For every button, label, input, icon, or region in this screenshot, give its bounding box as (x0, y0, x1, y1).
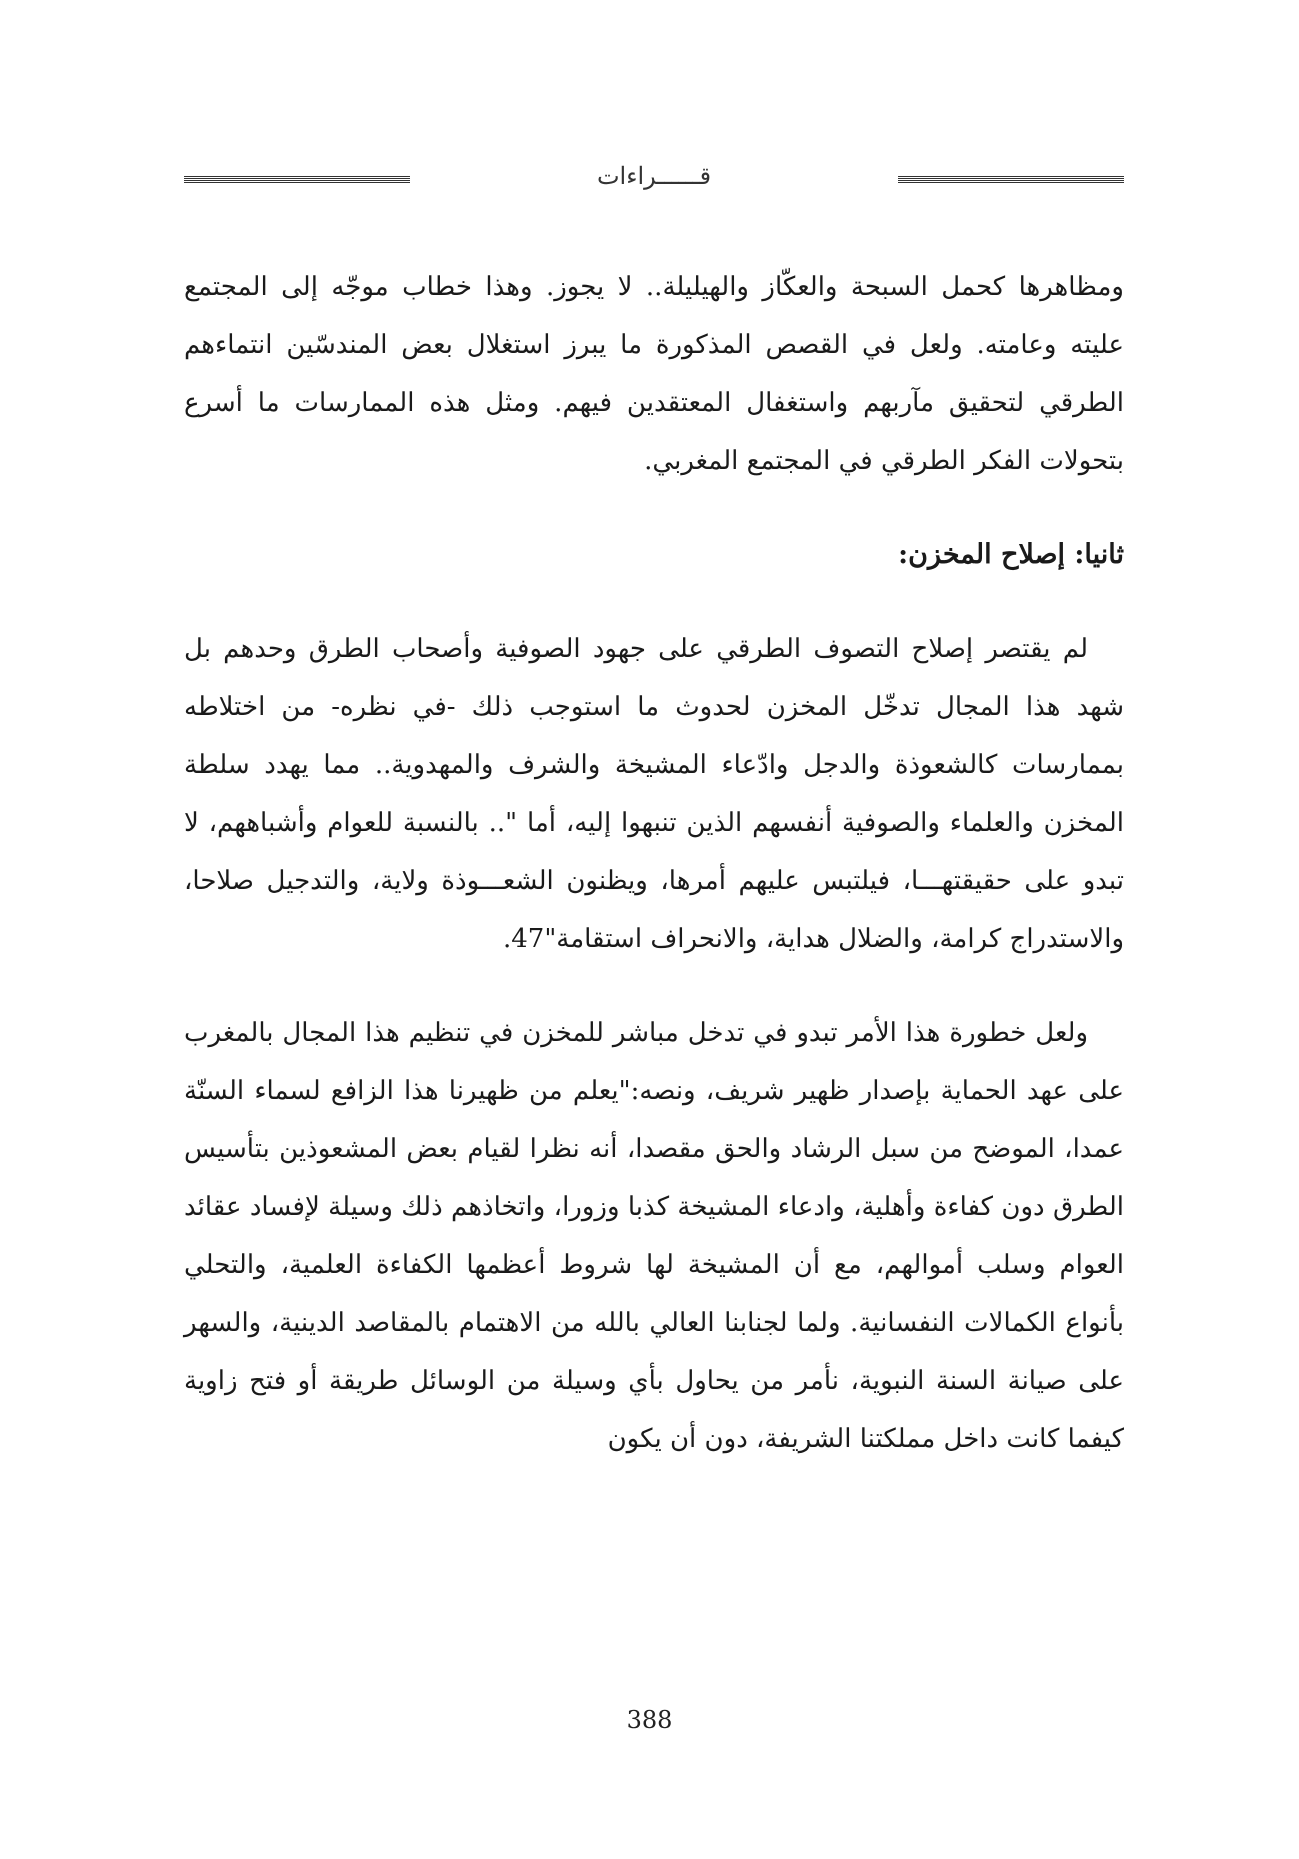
paragraph-continued: ومظاهرها كحمل السبحة والعكّاز والهيليلة.. لا يجوز. وهذا خطاب موجّه إلى المجتمع عليته وعامته. ولعل في القصص المذكورة ما يبرز استغلال بعض المندسّين انتماءهم الطرقي لتحقيق مآربهم واستغفال المعتقدين فيهم. ومثل هذه الممارسات ما أسرع بتحولات الفكر الطرقي في المجتمع المغربي. (184, 272, 1124, 476)
page-number: 388 (626, 1706, 673, 1734)
paragraph-dahir: ولعل خطورة هذا الأمر تبدو في تدخل مباشر للمخزن في تنظيم هذا المجال بالمغرب على عهد الحماية بإصدار ظهير شريف، ونصه:"يعلم من ظهيرنا هذا الزافع لسماء السنّة عمدا، الموضح من سبل الرشاد والحق مقصدا، أنه نظرا لقيام بعض المشعوذين بتأسيس الطرق دون كفاءة وأهلية، وادعاء المشيخة كذبا وزورا، واتخاذهم ذلك وسيلة لإفساد عقائد العوام وسلب أموالهم، مع أن المشيخة لها شروط أعظمها الكفاءة العلمية، والتحلي بأنواع الكمالات النفسانية. ولما لجنابنا العالي بالله من الاهتمام بالمقاصد الدينية، والسهر على صيانة السنة النبوية، نأمر من يحاول بأي وسيلة من الوسائل طريقة أو فتح زاوية كيفما كانت داخل مملكتنا الشريفة، دون أن يكون (184, 1018, 1124, 1454)
running-header (184, 162, 1124, 208)
paragraph-makhzen-reform: لم يقتصر إصلاح التصوف الطرقي على جهود الصوفية وأصحاب الطرق وحدهم بل شهد هذا المجال تدخّل المخزن لحدوث ما استوجب ذلك -في نظره- من اختلاطه بممارسات كالشعوذة والدجل وادّعاء المشيخة والشرف والمهدوية.. مما يهدد سلطة المخزن والعلماء والصوفية أنفسهم الذين تنبهوا إليه، أما ".. بالنسبة للعوام وأشباههم، لا تبدو على حقيقتهـــا، فيلتبس عليهم أمرها، ويظنون الشعـــوذة ولاية، والتدجيل صلاحا، والاستدراج كرامة، والضلال هداية، والانحراف استقامة"47. (184, 634, 1124, 954)
section-heading: ثانيا: إصلاح المخزن: (898, 539, 1124, 570)
page-body (184, 258, 1124, 1468)
header-rule-right (898, 176, 1124, 183)
running-title: قــــــراءات (596, 162, 712, 190)
